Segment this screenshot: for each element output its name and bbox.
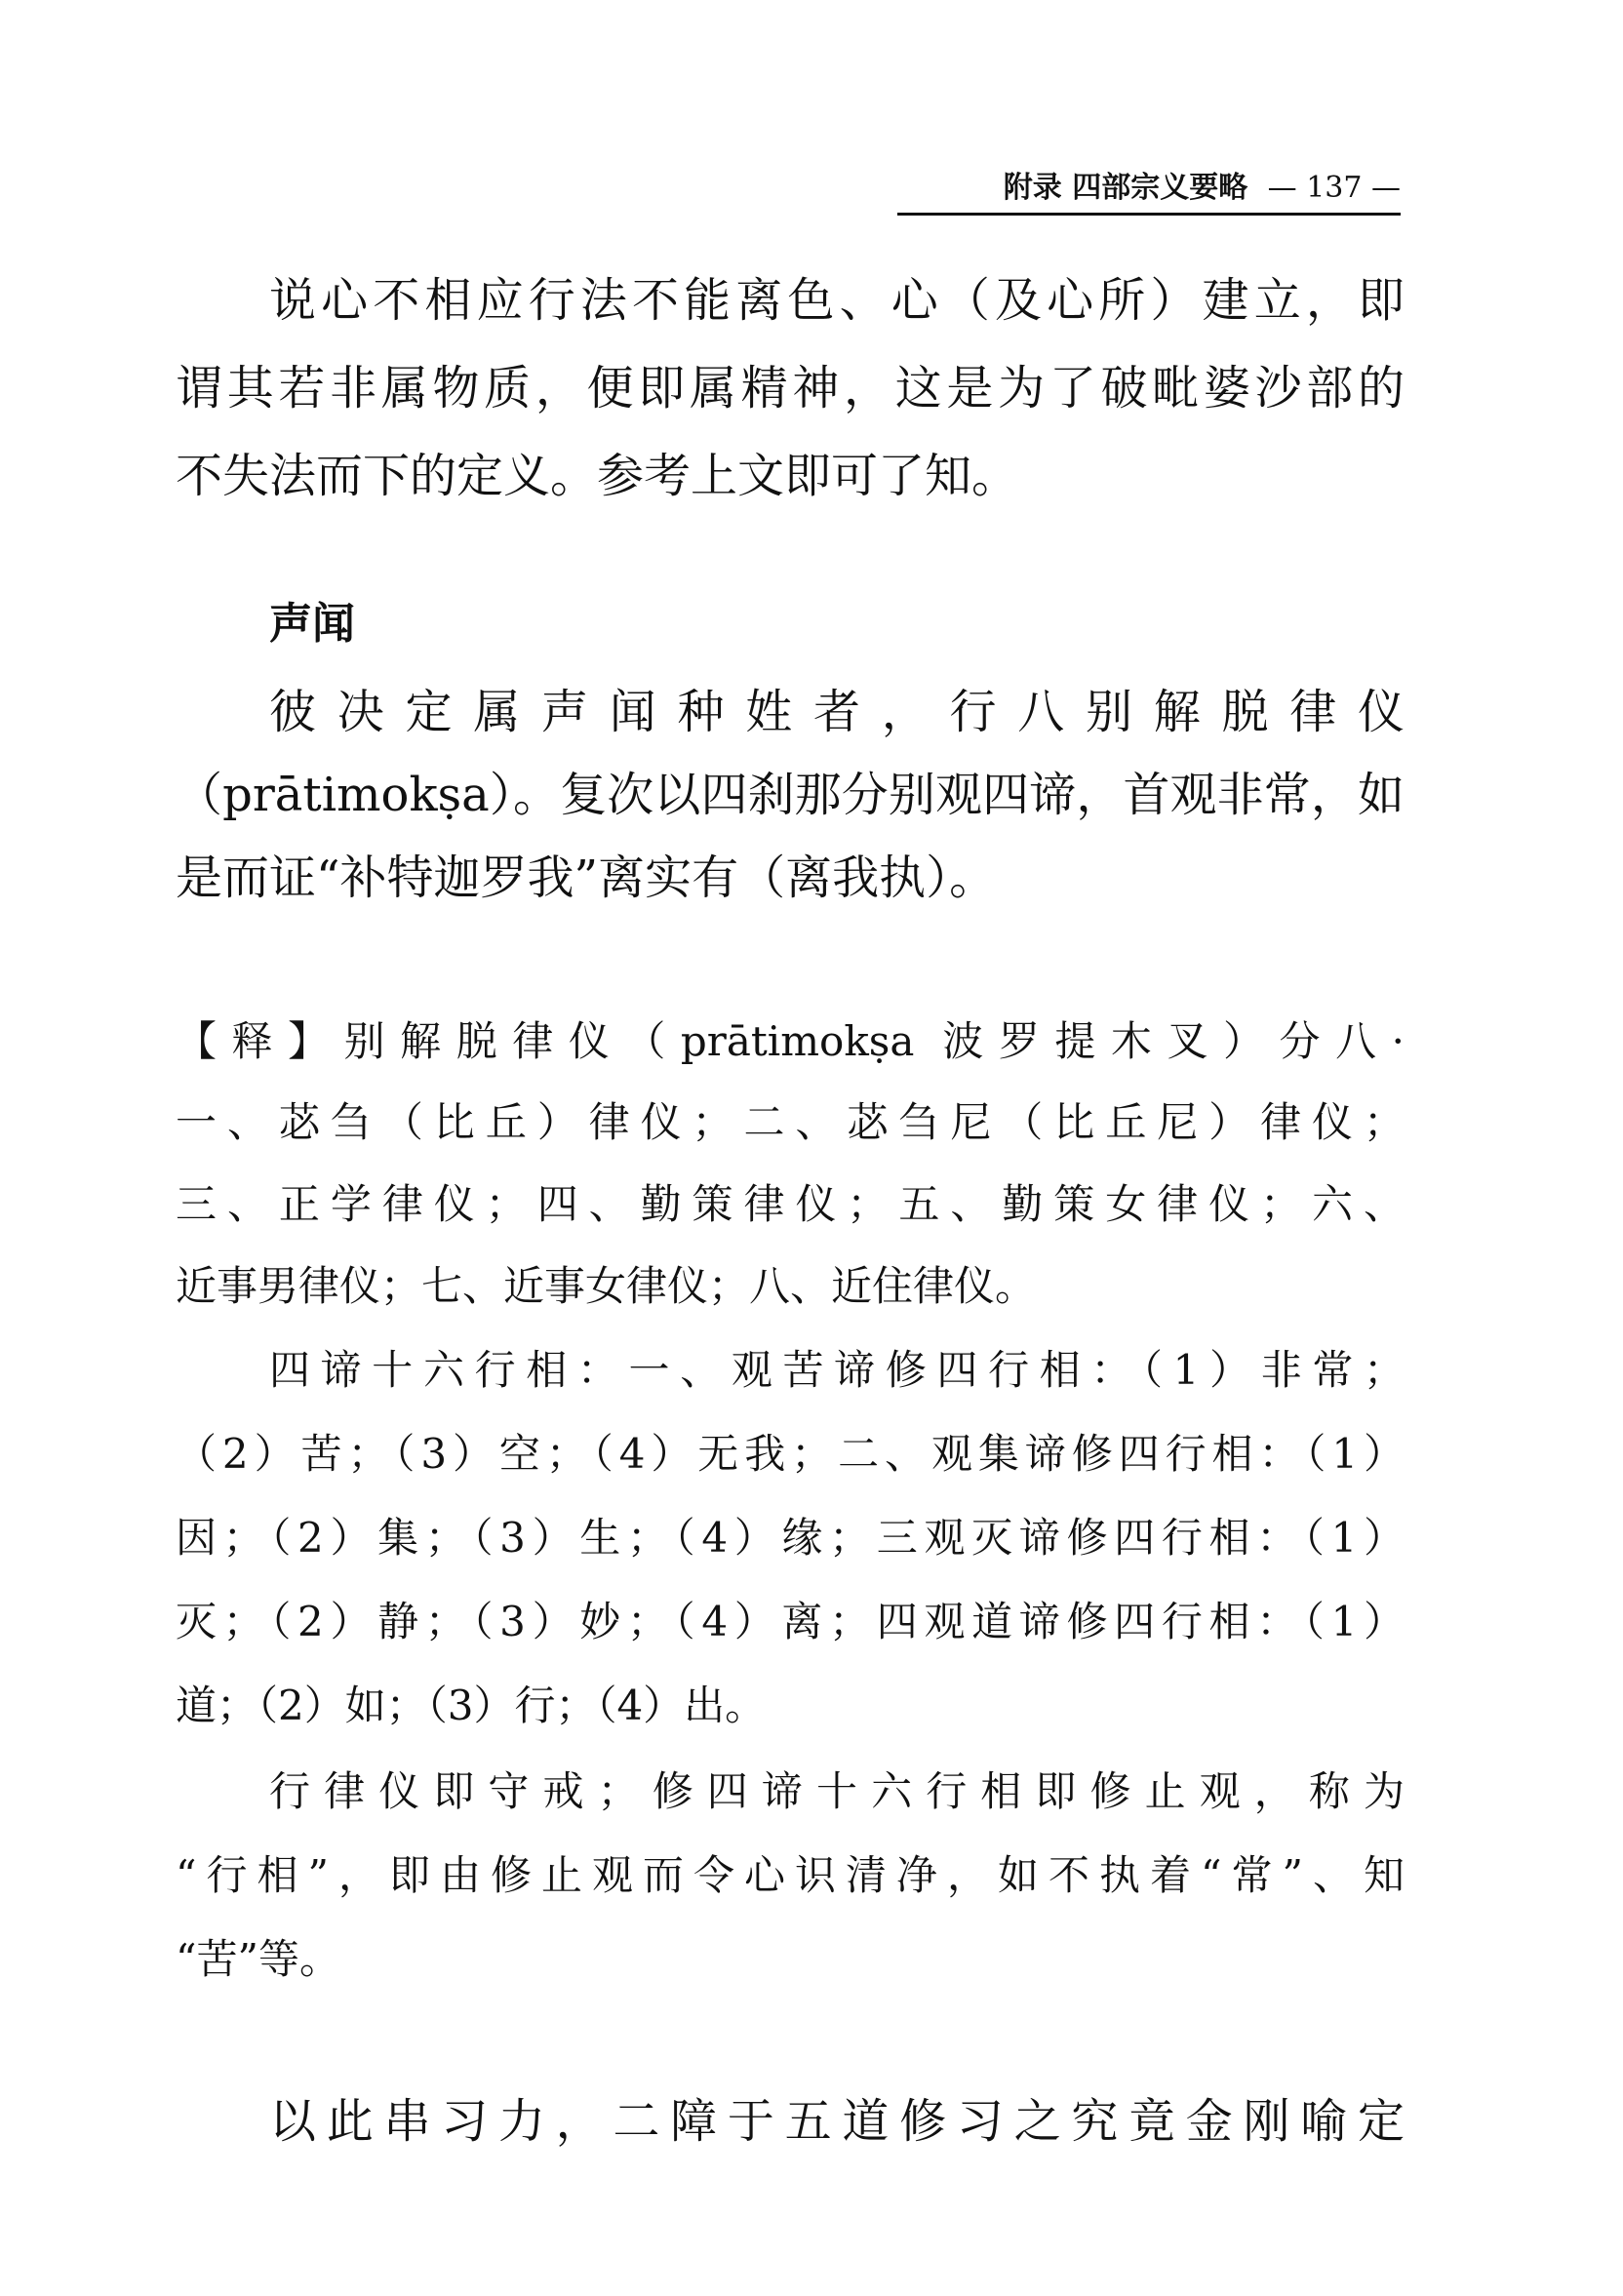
commentary-line: 灭；（2）静；（3）妙；（4）离；四观道谛修四行相：（1） (176, 1598, 1405, 1645)
verse-line: （prātimokṣa）。复次以四刹那分别观四谛，首观非常，如 (176, 768, 1405, 822)
commentary-line: 近事男律仪；七、近事女律仪；八、近住律仪。 (176, 1262, 1037, 1310)
commentary-line: 一、苾刍（比丘）律仪；二、苾刍尼（比丘尼）律仪； (176, 1098, 1405, 1146)
commentary-line: “行相”，即由修止观而令心识清净，如不执着“常”、知 (176, 1851, 1405, 1899)
commentary-line: “苦”等。 (176, 1935, 340, 1983)
intro-line: 不失法而下的定义。参考上文即可了知。 (176, 449, 1019, 503)
commentary-line: 因；（2）集；（3）生；（4）缘；三观灭谛修四行相：（1） (176, 1514, 1405, 1562)
commentary-line: 行律仪即守戒；修四谛十六行相即修止观，称为 (269, 1767, 1405, 1815)
verse-line: 以此串习力，二障于五道修习之究竟金刚喻定 (269, 2094, 1405, 2149)
header-title: 附录 四部宗义要略 (1003, 171, 1248, 205)
running-header (897, 164, 1401, 216)
commentary-line: 三、正学律仪；四、勤策律仪；五、勤策女律仪；六、 (176, 1180, 1405, 1228)
verse-line: 彼决定属声闻种姓者，行八别解脱律仪 (269, 685, 1405, 739)
commentary-line: （2）苦；（3）空；（4）无我；二、观集谛修四行相：（1） (176, 1430, 1405, 1478)
commentary-line: 四谛十六行相：一、观苦谛修四行相：（1）非常； (269, 1346, 1405, 1394)
verse-line: 是而证“补特迦罗我”离实有（离我执）。 (176, 851, 997, 905)
commentary-line: 道；（2）如；（3）行；（4）出。 (176, 1682, 767, 1729)
section-heading: 声闻 (269, 599, 355, 649)
intro-line: 谓其若非属物质，便即属精神，这是为了破毗婆沙部的 (176, 361, 1405, 416)
commentary-line: 【释】别解脱律仪（prātimokṣa 波罗提木叉）分八· (176, 1017, 1405, 1065)
intro-line: 说心不相应行法不能离色、心（及心所）建立，即 (269, 273, 1405, 328)
page-number: — 137 — (1267, 171, 1401, 205)
